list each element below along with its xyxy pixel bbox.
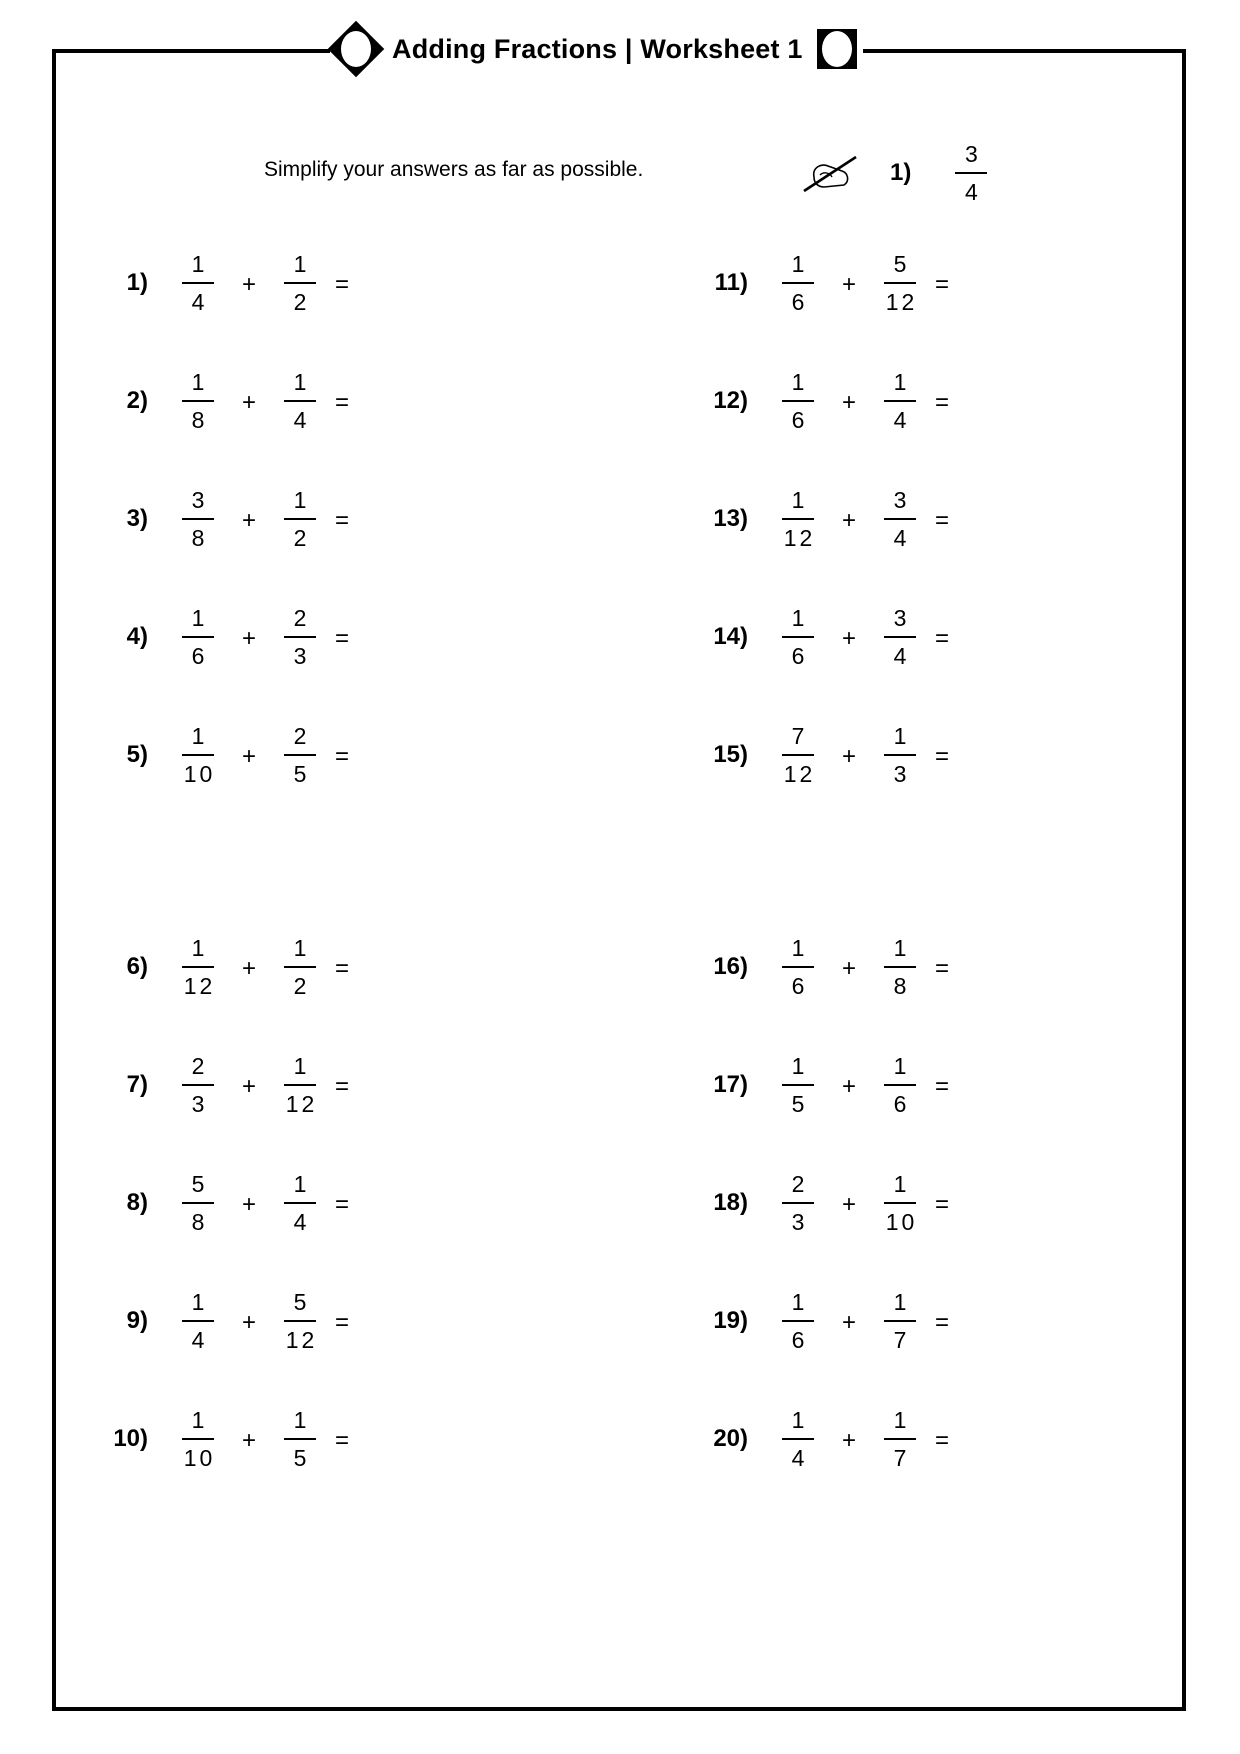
fraction-bar bbox=[284, 400, 316, 402]
plus-operator: + bbox=[841, 1309, 856, 1336]
problem-row bbox=[100, 243, 362, 323]
problem-row bbox=[100, 1281, 362, 1361]
denominator: 4 bbox=[964, 179, 981, 205]
numerator: 1 bbox=[293, 369, 310, 395]
fraction-bar bbox=[182, 518, 214, 520]
fraction-bar bbox=[284, 754, 316, 756]
fraction-bar bbox=[182, 1320, 214, 1322]
fraction-bar bbox=[884, 282, 916, 284]
fraction-bar bbox=[782, 518, 814, 520]
problem-number: 8) bbox=[126, 1189, 148, 1216]
fraction-bar bbox=[782, 754, 814, 756]
fraction-bar bbox=[782, 636, 814, 638]
fraction-bar bbox=[884, 754, 916, 756]
plus-operator: + bbox=[241, 1191, 256, 1218]
denominator: 6 bbox=[791, 289, 808, 315]
problem-row bbox=[100, 1399, 362, 1479]
fraction-a bbox=[778, 251, 818, 315]
numerator: 2 bbox=[791, 1171, 808, 1197]
problem-number: 2) bbox=[126, 387, 148, 414]
numerator: 5 bbox=[293, 1289, 310, 1315]
denominator: 10 bbox=[183, 1445, 216, 1471]
denominator: 10 bbox=[183, 761, 216, 787]
fraction-b bbox=[280, 1053, 320, 1117]
fraction-bar bbox=[182, 966, 214, 968]
fraction-a bbox=[178, 251, 218, 315]
numerator: 1 bbox=[191, 1407, 208, 1433]
plus-operator: + bbox=[241, 1073, 256, 1100]
fraction-bar bbox=[182, 636, 214, 638]
fraction-bar bbox=[782, 1202, 814, 1204]
problem-number: 14) bbox=[713, 623, 748, 650]
fraction-bar bbox=[284, 1084, 316, 1086]
numerator: 1 bbox=[293, 251, 310, 277]
numerator: 2 bbox=[293, 723, 310, 749]
numerator: 3 bbox=[191, 487, 208, 513]
fraction-bar bbox=[782, 1320, 814, 1322]
numerator: 3 bbox=[893, 605, 910, 631]
problem-row bbox=[100, 361, 362, 441]
plus-operator: + bbox=[841, 507, 856, 534]
numerator: 1 bbox=[791, 1407, 808, 1433]
equals-sign: = bbox=[334, 1191, 349, 1218]
problem-row bbox=[700, 361, 962, 441]
fraction-a bbox=[178, 935, 218, 999]
equals-sign: = bbox=[934, 507, 949, 534]
plus-operator: + bbox=[841, 389, 856, 416]
numerator: 1 bbox=[791, 487, 808, 513]
numerator: 1 bbox=[893, 1289, 910, 1315]
equals-sign: = bbox=[334, 1309, 349, 1336]
problem-row bbox=[100, 597, 362, 677]
fraction-a bbox=[778, 1407, 818, 1471]
fraction-bar bbox=[884, 966, 916, 968]
numerator: 3 bbox=[964, 141, 981, 167]
denominator: 12 bbox=[285, 1091, 318, 1117]
denominator: 6 bbox=[791, 407, 808, 433]
fraction-b bbox=[880, 251, 920, 315]
problem-row bbox=[700, 1281, 962, 1361]
plus-operator: + bbox=[841, 1427, 856, 1454]
problem-number: 13) bbox=[713, 505, 748, 532]
plus-operator: + bbox=[841, 625, 856, 652]
fraction-b bbox=[880, 1407, 920, 1471]
fraction-a bbox=[778, 1053, 818, 1117]
numerator: 1 bbox=[893, 935, 910, 961]
fraction-a bbox=[178, 1289, 218, 1353]
fraction-b bbox=[280, 487, 320, 551]
fraction-bar bbox=[284, 1438, 316, 1440]
plus-operator: + bbox=[241, 507, 256, 534]
fraction-bar bbox=[955, 172, 987, 174]
equals-sign: = bbox=[934, 1073, 949, 1100]
numerator: 1 bbox=[791, 369, 808, 395]
denominator: 4 bbox=[791, 1445, 808, 1471]
fraction-a bbox=[178, 1171, 218, 1235]
plus-operator: + bbox=[241, 271, 256, 298]
equals-sign: = bbox=[934, 955, 949, 982]
fraction-bar bbox=[284, 636, 316, 638]
fraction-bar bbox=[884, 518, 916, 520]
fraction-a bbox=[178, 1407, 218, 1471]
fraction-bar bbox=[182, 282, 214, 284]
denominator: 6 bbox=[191, 643, 208, 669]
fraction-a bbox=[778, 487, 818, 551]
problem-row bbox=[100, 479, 362, 559]
plus-operator: + bbox=[841, 955, 856, 982]
fraction-bar bbox=[182, 1202, 214, 1204]
equals-sign: = bbox=[334, 625, 349, 652]
equals-sign: = bbox=[334, 507, 349, 534]
problem-number: 4) bbox=[126, 623, 148, 650]
square-ornament-icon bbox=[817, 29, 857, 69]
equals-sign: = bbox=[934, 271, 949, 298]
denominator: 6 bbox=[791, 643, 808, 669]
equals-sign: = bbox=[934, 743, 949, 770]
problem-number: 3) bbox=[126, 505, 148, 532]
problem-row bbox=[700, 1399, 962, 1479]
denominator: 7 bbox=[893, 1445, 910, 1471]
fraction-b bbox=[280, 251, 320, 315]
problem-number: 15) bbox=[713, 741, 748, 768]
fraction-b bbox=[880, 1053, 920, 1117]
fraction-b bbox=[880, 935, 920, 999]
diamond-ornament-icon bbox=[336, 29, 376, 69]
plus-operator: + bbox=[241, 955, 256, 982]
fraction-a bbox=[178, 605, 218, 669]
fraction-b bbox=[280, 1171, 320, 1235]
denominator: 12 bbox=[183, 973, 216, 999]
problem-number: 10) bbox=[113, 1425, 148, 1452]
fraction-a bbox=[778, 605, 818, 669]
fraction-bar bbox=[782, 400, 814, 402]
fraction-b bbox=[280, 369, 320, 433]
denominator: 10 bbox=[885, 1209, 918, 1235]
fraction-bar bbox=[284, 1202, 316, 1204]
numerator: 1 bbox=[791, 605, 808, 631]
fraction-b bbox=[880, 1289, 920, 1353]
worksheet-title: Adding Fractions | Worksheet 1 bbox=[392, 33, 803, 64]
numerator: 1 bbox=[293, 1171, 310, 1197]
fraction-b bbox=[880, 1171, 920, 1235]
denominator: 2 bbox=[293, 289, 310, 315]
denominator: 5 bbox=[293, 761, 310, 787]
plus-operator: + bbox=[841, 271, 856, 298]
equals-sign: = bbox=[334, 1073, 349, 1100]
problem-number: 17) bbox=[713, 1071, 748, 1098]
numerator: 1 bbox=[293, 935, 310, 961]
equals-sign: = bbox=[934, 389, 949, 416]
fraction-b bbox=[280, 605, 320, 669]
numerator: 1 bbox=[293, 1407, 310, 1433]
numerator: 1 bbox=[893, 723, 910, 749]
denominator: 5 bbox=[293, 1445, 310, 1471]
numerator: 1 bbox=[191, 723, 208, 749]
equals-sign: = bbox=[334, 743, 349, 770]
numerator: 1 bbox=[791, 1053, 808, 1079]
denominator: 4 bbox=[191, 289, 208, 315]
fraction-bar bbox=[884, 1438, 916, 1440]
equals-sign: = bbox=[934, 625, 949, 652]
denominator: 8 bbox=[893, 973, 910, 999]
fraction-b bbox=[880, 369, 920, 433]
plus-operator: + bbox=[241, 625, 256, 652]
problem-number: 1) bbox=[126, 269, 148, 296]
numerator: 1 bbox=[791, 1289, 808, 1315]
denominator: 12 bbox=[885, 289, 918, 315]
problem-number: 9) bbox=[126, 1307, 148, 1334]
denominator: 4 bbox=[293, 1209, 310, 1235]
example-fraction bbox=[951, 141, 991, 205]
fraction-a bbox=[178, 487, 218, 551]
problem-row bbox=[700, 597, 962, 677]
fraction-bar bbox=[182, 1084, 214, 1086]
numerator: 1 bbox=[791, 251, 808, 277]
fraction-bar bbox=[884, 1320, 916, 1322]
denominator: 12 bbox=[783, 525, 816, 551]
denominator: 2 bbox=[293, 973, 310, 999]
denominator: 2 bbox=[293, 525, 310, 551]
problem-row bbox=[100, 715, 362, 795]
denominator: 4 bbox=[191, 1327, 208, 1353]
writing-hand-icon bbox=[800, 153, 860, 193]
fraction-b bbox=[280, 935, 320, 999]
denominator: 8 bbox=[191, 407, 208, 433]
plus-operator: + bbox=[841, 1073, 856, 1100]
problem-number: 6) bbox=[126, 953, 148, 980]
denominator: 3 bbox=[791, 1209, 808, 1235]
plus-operator: + bbox=[241, 1309, 256, 1336]
fraction-bar bbox=[182, 754, 214, 756]
denominator: 6 bbox=[791, 1327, 808, 1353]
fraction-bar bbox=[284, 1320, 316, 1322]
problem-number: 7) bbox=[126, 1071, 148, 1098]
numerator: 1 bbox=[893, 369, 910, 395]
numerator: 2 bbox=[191, 1053, 208, 1079]
plus-operator: + bbox=[241, 389, 256, 416]
fraction-b bbox=[880, 487, 920, 551]
problem-row bbox=[700, 479, 962, 559]
denominator: 12 bbox=[285, 1327, 318, 1353]
fraction-b bbox=[880, 605, 920, 669]
fraction-a bbox=[178, 723, 218, 787]
problem-number: 12) bbox=[713, 387, 748, 414]
fraction-a bbox=[178, 1053, 218, 1117]
fraction-bar bbox=[284, 282, 316, 284]
numerator: 1 bbox=[191, 935, 208, 961]
denominator: 4 bbox=[893, 525, 910, 551]
problem-row bbox=[700, 243, 962, 323]
numerator: 1 bbox=[893, 1407, 910, 1433]
denominator: 3 bbox=[893, 761, 910, 787]
problem-row bbox=[100, 1163, 362, 1243]
fraction-a bbox=[778, 1171, 818, 1235]
fraction-b bbox=[280, 1407, 320, 1471]
example-answer bbox=[800, 138, 991, 208]
fraction-bar bbox=[182, 400, 214, 402]
fraction-bar bbox=[284, 518, 316, 520]
fraction-bar bbox=[782, 1084, 814, 1086]
equals-sign: = bbox=[934, 1427, 949, 1454]
problem-number: 16) bbox=[713, 953, 748, 980]
fraction-bar bbox=[884, 1084, 916, 1086]
problem-number: 19) bbox=[713, 1307, 748, 1334]
numerator: 5 bbox=[893, 251, 910, 277]
fraction-bar bbox=[284, 966, 316, 968]
example-number: 1) bbox=[890, 159, 912, 186]
denominator: 8 bbox=[191, 525, 208, 551]
plus-operator: + bbox=[841, 743, 856, 770]
equals-sign: = bbox=[934, 1191, 949, 1218]
numerator: 1 bbox=[791, 935, 808, 961]
plus-operator: + bbox=[841, 1191, 856, 1218]
problem-number: 5) bbox=[126, 741, 148, 768]
numerator: 2 bbox=[293, 605, 310, 631]
instructions-text: Simplify your answers as far as possible. bbox=[264, 158, 644, 181]
fraction-bar bbox=[782, 1438, 814, 1440]
denominator: 7 bbox=[893, 1327, 910, 1353]
numerator: 1 bbox=[893, 1053, 910, 1079]
denominator: 6 bbox=[893, 1091, 910, 1117]
problem-row bbox=[700, 1163, 962, 1243]
numerator: 1 bbox=[191, 605, 208, 631]
fraction-a bbox=[778, 935, 818, 999]
problem-row bbox=[700, 715, 962, 795]
fraction-bar bbox=[884, 400, 916, 402]
problem-number: 11) bbox=[714, 269, 748, 296]
plus-operator: + bbox=[241, 743, 256, 770]
fraction-a bbox=[778, 369, 818, 433]
denominator: 3 bbox=[191, 1091, 208, 1117]
denominator: 3 bbox=[293, 643, 310, 669]
numerator: 1 bbox=[893, 1171, 910, 1197]
numerator: 1 bbox=[191, 251, 208, 277]
fraction-bar bbox=[884, 1202, 916, 1204]
worksheet-header bbox=[330, 18, 863, 80]
problem-number: 20) bbox=[713, 1425, 748, 1452]
problem-row bbox=[100, 927, 362, 1007]
problem-number: 18) bbox=[713, 1189, 748, 1216]
equals-sign: = bbox=[934, 1309, 949, 1336]
numerator: 1 bbox=[293, 487, 310, 513]
fraction-b bbox=[880, 723, 920, 787]
fraction-bar bbox=[782, 282, 814, 284]
numerator: 1 bbox=[293, 1053, 310, 1079]
fraction-a bbox=[178, 369, 218, 433]
fraction-bar bbox=[782, 966, 814, 968]
fraction-a bbox=[778, 723, 818, 787]
denominator: 6 bbox=[791, 973, 808, 999]
equals-sign: = bbox=[334, 955, 349, 982]
numerator: 5 bbox=[191, 1171, 208, 1197]
fraction-b bbox=[280, 1289, 320, 1353]
numerator: 3 bbox=[893, 487, 910, 513]
problem-row bbox=[100, 1045, 362, 1125]
fraction-a bbox=[778, 1289, 818, 1353]
denominator: 4 bbox=[893, 407, 910, 433]
equals-sign: = bbox=[334, 1427, 349, 1454]
plus-operator: + bbox=[241, 1427, 256, 1454]
denominator: 12 bbox=[783, 761, 816, 787]
numerator: 1 bbox=[191, 1289, 208, 1315]
problem-row bbox=[700, 927, 962, 1007]
equals-sign: = bbox=[334, 271, 349, 298]
numerator: 7 bbox=[791, 723, 808, 749]
fraction-b bbox=[280, 723, 320, 787]
denominator: 8 bbox=[191, 1209, 208, 1235]
fraction-bar bbox=[884, 636, 916, 638]
equals-sign: = bbox=[334, 389, 349, 416]
denominator: 4 bbox=[893, 643, 910, 669]
fraction-bar bbox=[182, 1438, 214, 1440]
numerator: 1 bbox=[191, 369, 208, 395]
denominator: 4 bbox=[293, 407, 310, 433]
problem-row bbox=[700, 1045, 962, 1125]
denominator: 5 bbox=[791, 1091, 808, 1117]
